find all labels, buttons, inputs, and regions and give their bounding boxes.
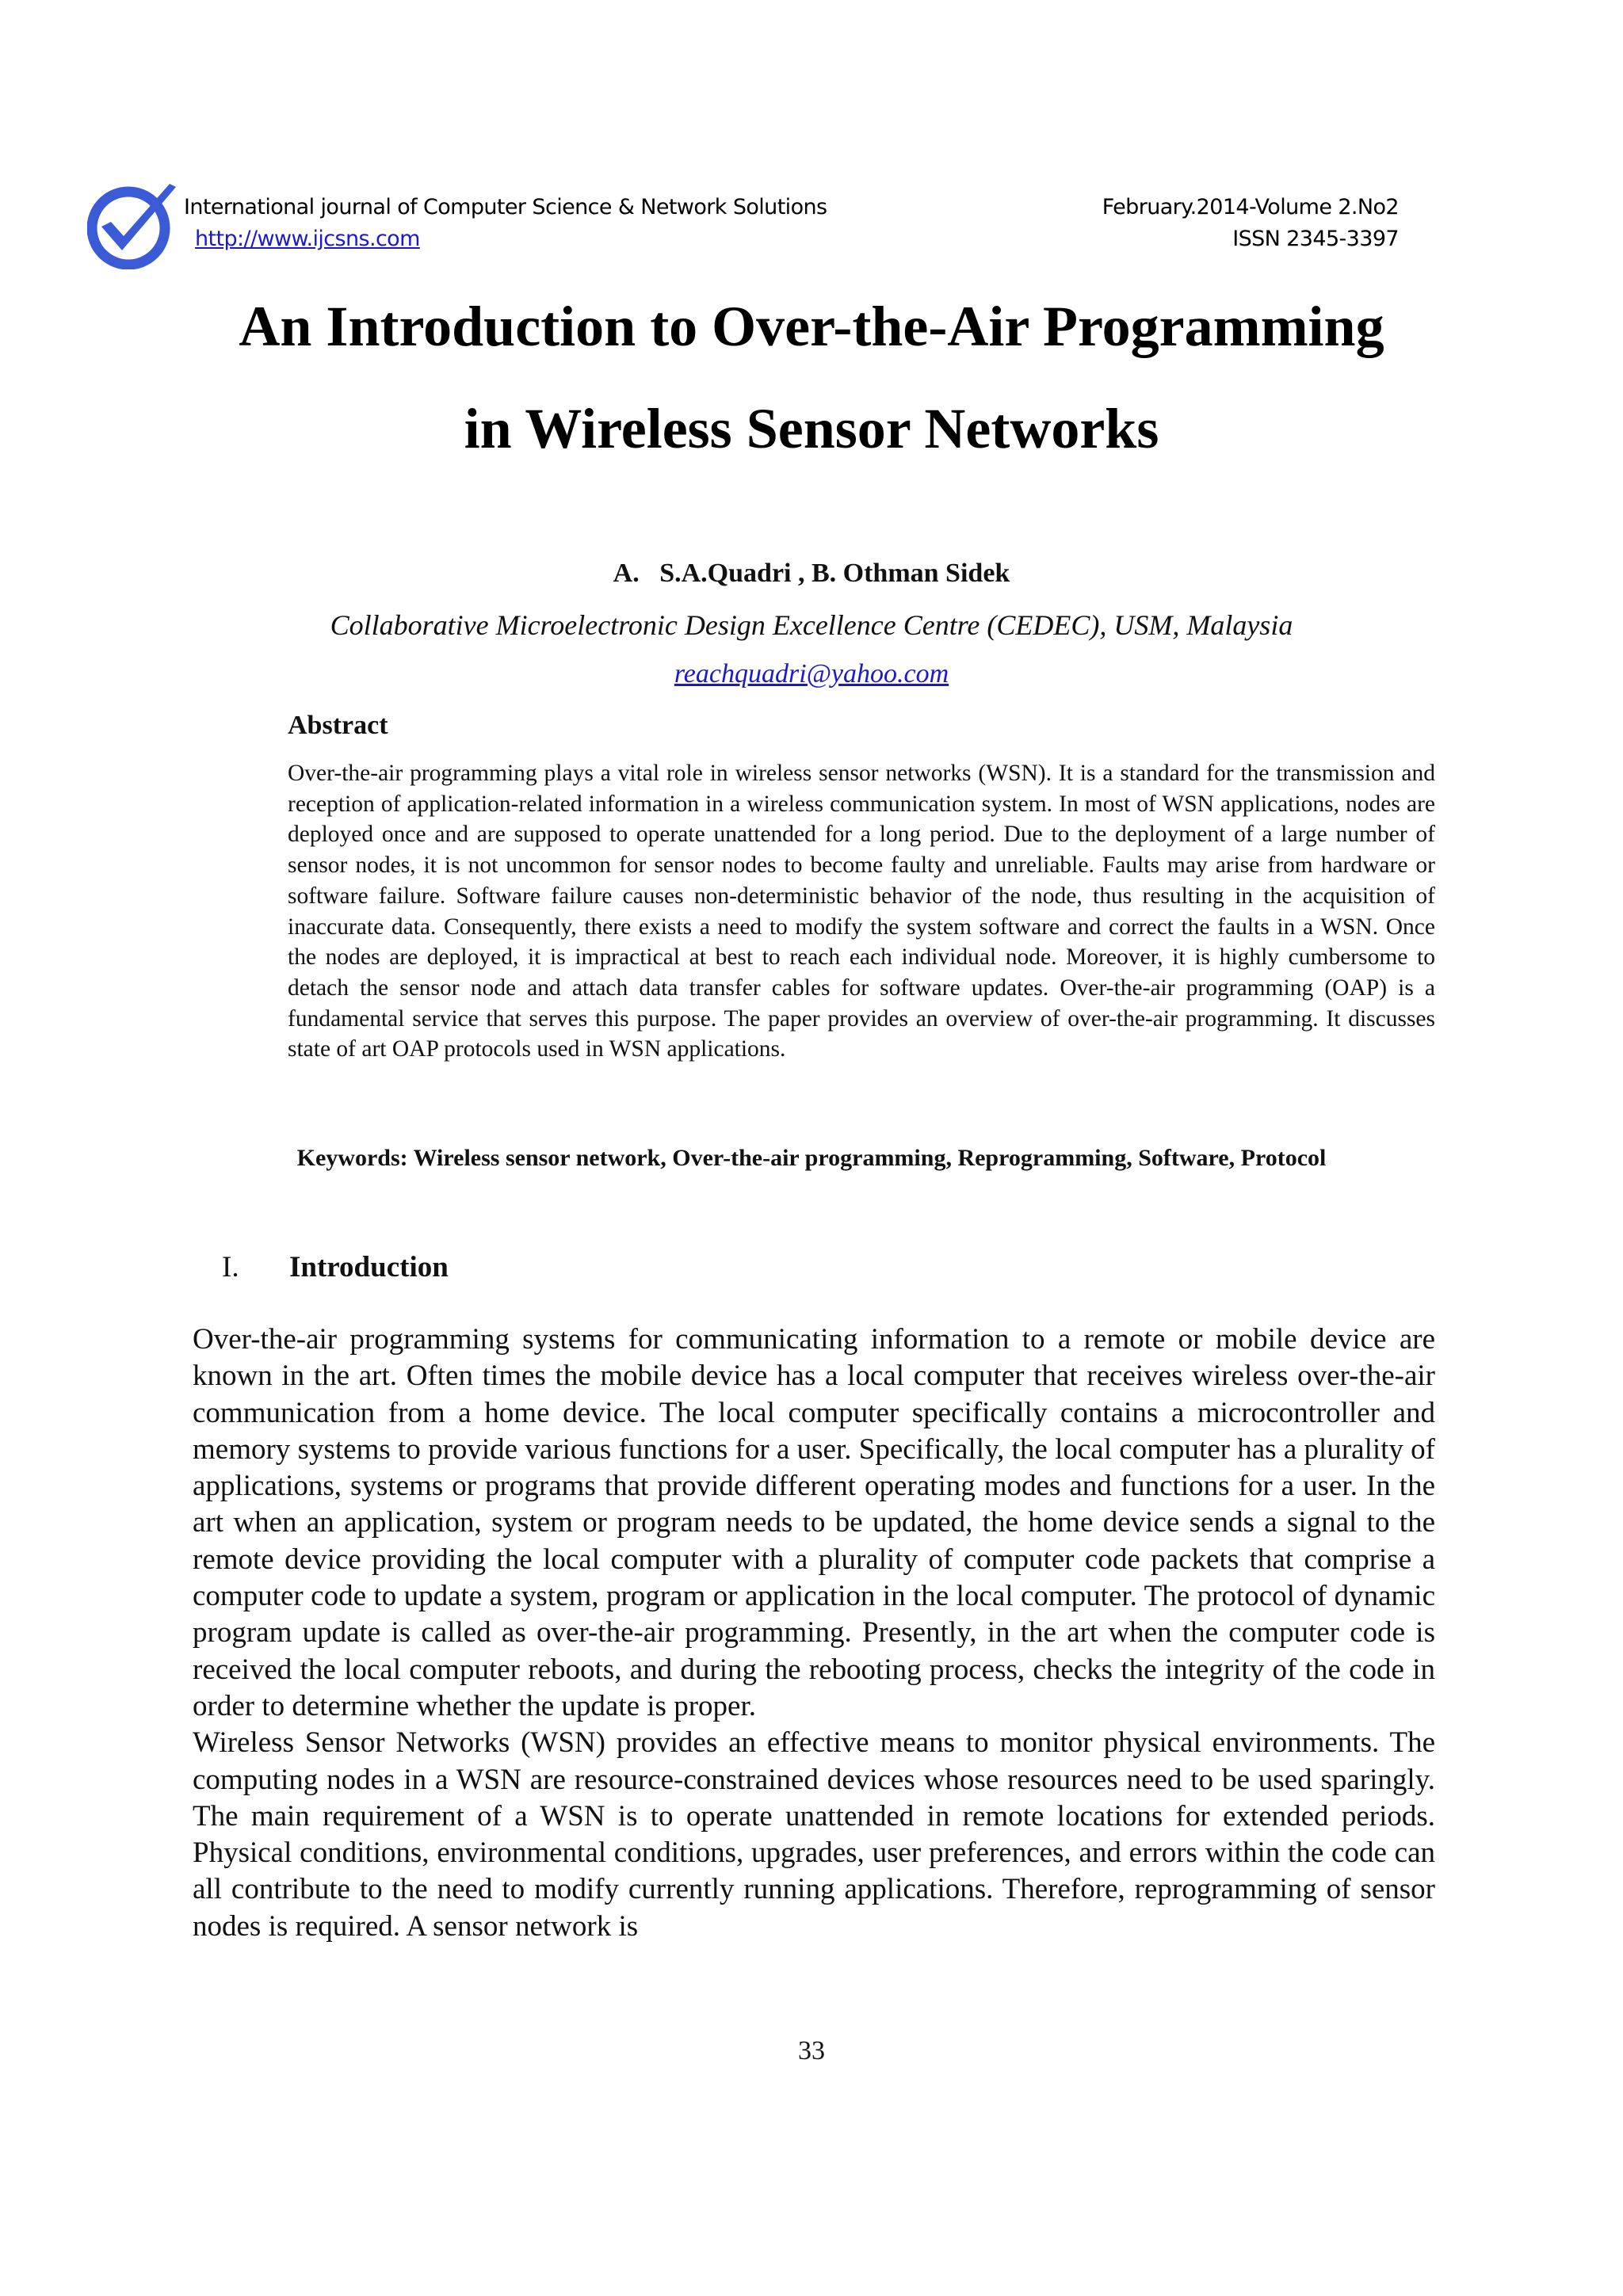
paper-title-line-1: An Introduction to Over-the-Air Programming xyxy=(239,295,1384,358)
journal-header xyxy=(87,181,1399,276)
abstract-heading: Abstract xyxy=(288,711,388,740)
paper-title-line-2: in Wireless Sensor Networks xyxy=(464,397,1159,460)
section-heading xyxy=(222,1250,449,1284)
author-email xyxy=(0,659,1623,689)
body-paragraph: Wireless Sensor Networks (WSN) provides an effective means to monitor physical environments. The computing nodes in a WSN are resource-constrained devices whose resources need to be used sparingly. The main requirement of a WSN is to operate unattended in remote locations for extended periods. Physical conditions, environmental conditions, upgrades, user preferences, and errors within the code can all contribute to the need to modify currently running applications. Therefore, reprogramming of sensor nodes is required. A sensor network is xyxy=(193,1726,1435,1943)
journal-issn: ISSN 2345-3397 xyxy=(1232,227,1399,251)
section-title: Introduction xyxy=(289,1251,449,1283)
body-paragraph: Over-the-air programming systems for communicating information to a remote or mobile device are known in the art. Often times the mobile device has a local computer that receives wireless over-the-air communication from a home device. The local computer specifically contains a microcontroller and memory systems to provide various functions for a user. Specifically, the local computer has a plurality of applications, systems or programs that provide different operating modes and functions for a user. In the art when an application, system or program needs to be updated, the home device sends a signal to the remote device providing the local computer with a plurality of computer code packets that comprise a computer code to update a system, program or application in the local computer. The protocol of dynamic program update is called as over-the-air programming. Presently, in the art when the computer code is received the local computer reboots, and during the rebooting process, checks the integrity of the code in order to determine whether the update is proper. xyxy=(193,1323,1435,1722)
checkmark-circle-logo-icon xyxy=(87,181,182,269)
journal-name: International journal of Computer Science & Network Solutions xyxy=(184,195,827,219)
author-email-link[interactable]: reachquadri@yahoo.com xyxy=(674,659,949,688)
paper-affiliation: Collaborative Microelectronic Design Excellence Centre (CEDEC), USM, Malaysia xyxy=(330,609,1293,641)
section-number: I. xyxy=(222,1251,239,1283)
section-body xyxy=(193,1322,1435,1945)
keywords: Keywords: Wireless sensor network, Over-the-air programming, Reprogramming, Software, Protocol xyxy=(296,1145,1327,1171)
abstract-body: Over-the-air programming plays a vital role in wireless sensor networks (WSN). It is a standard for the transmission and reception of application-related information in a wireless communication system. In most of WSN applications, nodes are deployed once and are supposed to operate unattended for a long period. Due to the deployment of a large number of sensor nodes, it is not uncommon for sensor nodes to become faulty and unreliable. Faults may arise from hardware or software failure. Software failure causes non-deterministic behavior of the node, thus resulting in the acquisition of inaccurate data. Consequently, there exists a need to modify the system software and correct the faults in a WSN. Once the nodes are deployed, it is impractical at best to reach each individual node. Moreover, it is highly cumbersome to detach the sensor node and attach data transfer cables for software updates. Over-the-air programming (OAP) is a fundamental service that serves this purpose. The paper provides an overview of over-the-air programming. It discusses state of art OAP protocols used in WSN applications. xyxy=(288,761,1435,1062)
journal-url-link[interactable]: http://www.ijcsns.com xyxy=(195,227,420,251)
paper-authors: A. S.A.Quadri , B. Othman Sidek xyxy=(613,559,1010,588)
page-number: 33 xyxy=(798,2036,825,2065)
journal-issue: February.2014-Volume 2.No2 xyxy=(1102,195,1399,219)
